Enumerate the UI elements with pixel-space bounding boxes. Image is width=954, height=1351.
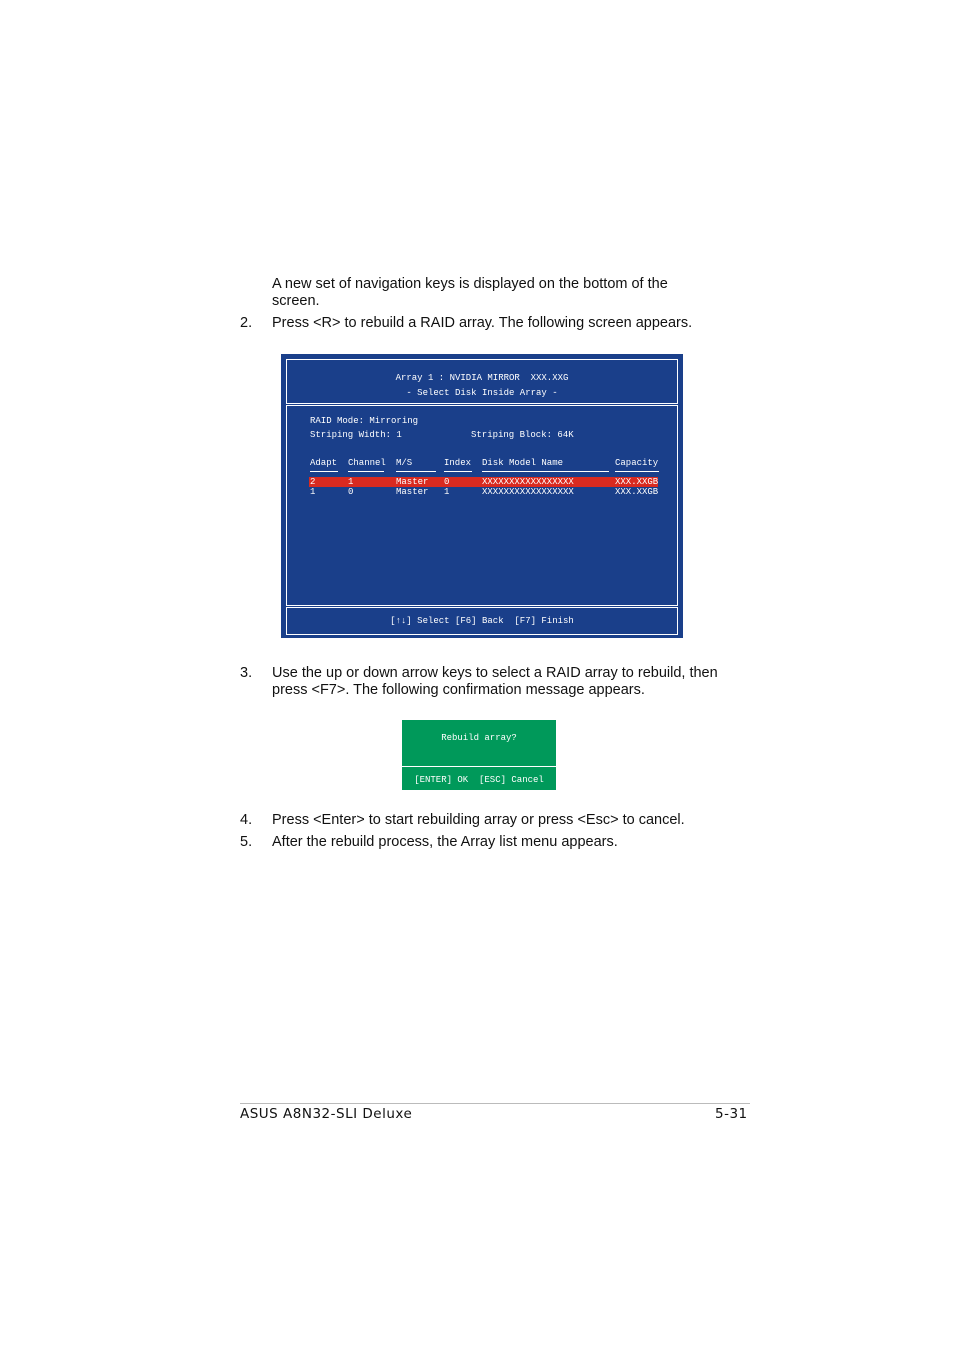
footer-product-name: ASUS A8N32-SLI Deluxe xyxy=(240,1106,413,1122)
bios-footer-panel xyxy=(286,607,678,635)
col-header-channel: Channel xyxy=(348,458,386,468)
table-row-1-adapt[interactable]: 2 xyxy=(310,477,316,487)
col-underline-adapt xyxy=(310,471,338,472)
table-row-1-channel[interactable]: 1 xyxy=(348,477,354,487)
table-row-2-adapt[interactable]: 1 xyxy=(310,487,316,497)
array-title: Array 1 : NVIDIA MIRROR XXX.XXG xyxy=(395,373,569,383)
step-2-text: Press <R> to rebuild a RAID array. The following screen appears. xyxy=(272,315,693,331)
table-row-1-disk-model[interactable]: XXXXXXXXXXXXXXXXX xyxy=(482,477,574,487)
step-4-text: Press <Enter> to start rebuilding array or press <Esc> to cancel. xyxy=(272,812,685,828)
footer-page-number: 5-31 xyxy=(715,1106,748,1122)
table-row-2-disk-model[interactable]: XXXXXXXXXXXXXXXXX xyxy=(482,487,574,497)
dialog-separator xyxy=(402,766,556,767)
striping-width-label: Striping Width: 1 xyxy=(310,430,402,440)
dialog-key-hints: [ENTER] OK [ESC] Cancel xyxy=(414,775,544,785)
striping-block-label: Striping Block: 64K xyxy=(471,430,574,440)
bios-header-panel xyxy=(286,359,678,404)
step-3-text-line-1: Use the up or down arrow keys to select a RAID array to rebuild, then xyxy=(272,665,718,681)
table-row-2-capacity[interactable]: XXX.XXGB xyxy=(615,487,659,497)
step-4-number: 4. xyxy=(240,812,253,828)
table-row-2-ms[interactable]: Master xyxy=(396,487,429,497)
intro-line-2: screen. xyxy=(272,293,320,309)
table-row-1-index[interactable]: 0 xyxy=(444,477,450,487)
step-3-text-line-2: press <F7>. The following confirmation message appears. xyxy=(272,682,645,698)
table-row-2-channel[interactable]: 0 xyxy=(348,487,354,497)
array-subtitle: - Select Disk Inside Array - xyxy=(406,388,558,398)
col-header-disk-model: Disk Model Name xyxy=(482,458,564,468)
step-3-number: 3. xyxy=(240,665,253,681)
col-header-capacity: Capacity xyxy=(615,458,659,468)
bios-key-hints: [↑↓] Select [F6] Back [F7] Finish xyxy=(390,616,574,626)
col-header-index: Index xyxy=(444,458,472,468)
rebuild-array-dialog xyxy=(402,720,556,790)
footer-rule xyxy=(240,1103,750,1104)
col-underline-ms xyxy=(396,471,436,472)
intro-line-1: A new set of navigation keys is displayed on the bottom of the xyxy=(272,276,668,292)
col-header-ms: M/S xyxy=(396,458,413,468)
step-5-text: After the rebuild process, the Array list menu appears. xyxy=(272,834,618,850)
col-underline-disk-model xyxy=(482,471,609,472)
step-5-number: 5. xyxy=(240,834,253,850)
bios-raid-screen xyxy=(281,354,683,638)
table-row-1-ms[interactable]: Master xyxy=(396,477,429,487)
step-2-number: 2. xyxy=(240,315,253,331)
col-underline-index xyxy=(444,471,472,472)
table-row-2-index[interactable]: 1 xyxy=(444,487,450,497)
col-underline-channel xyxy=(348,471,384,472)
col-underline-capacity xyxy=(615,471,659,472)
raid-mode-label: RAID Mode: Mirroring xyxy=(310,416,419,426)
table-row-1-capacity[interactable]: XXX.XXGB xyxy=(615,477,659,487)
rebuild-message: Rebuild array? xyxy=(441,733,517,743)
col-header-adapt: Adapt xyxy=(310,458,338,468)
